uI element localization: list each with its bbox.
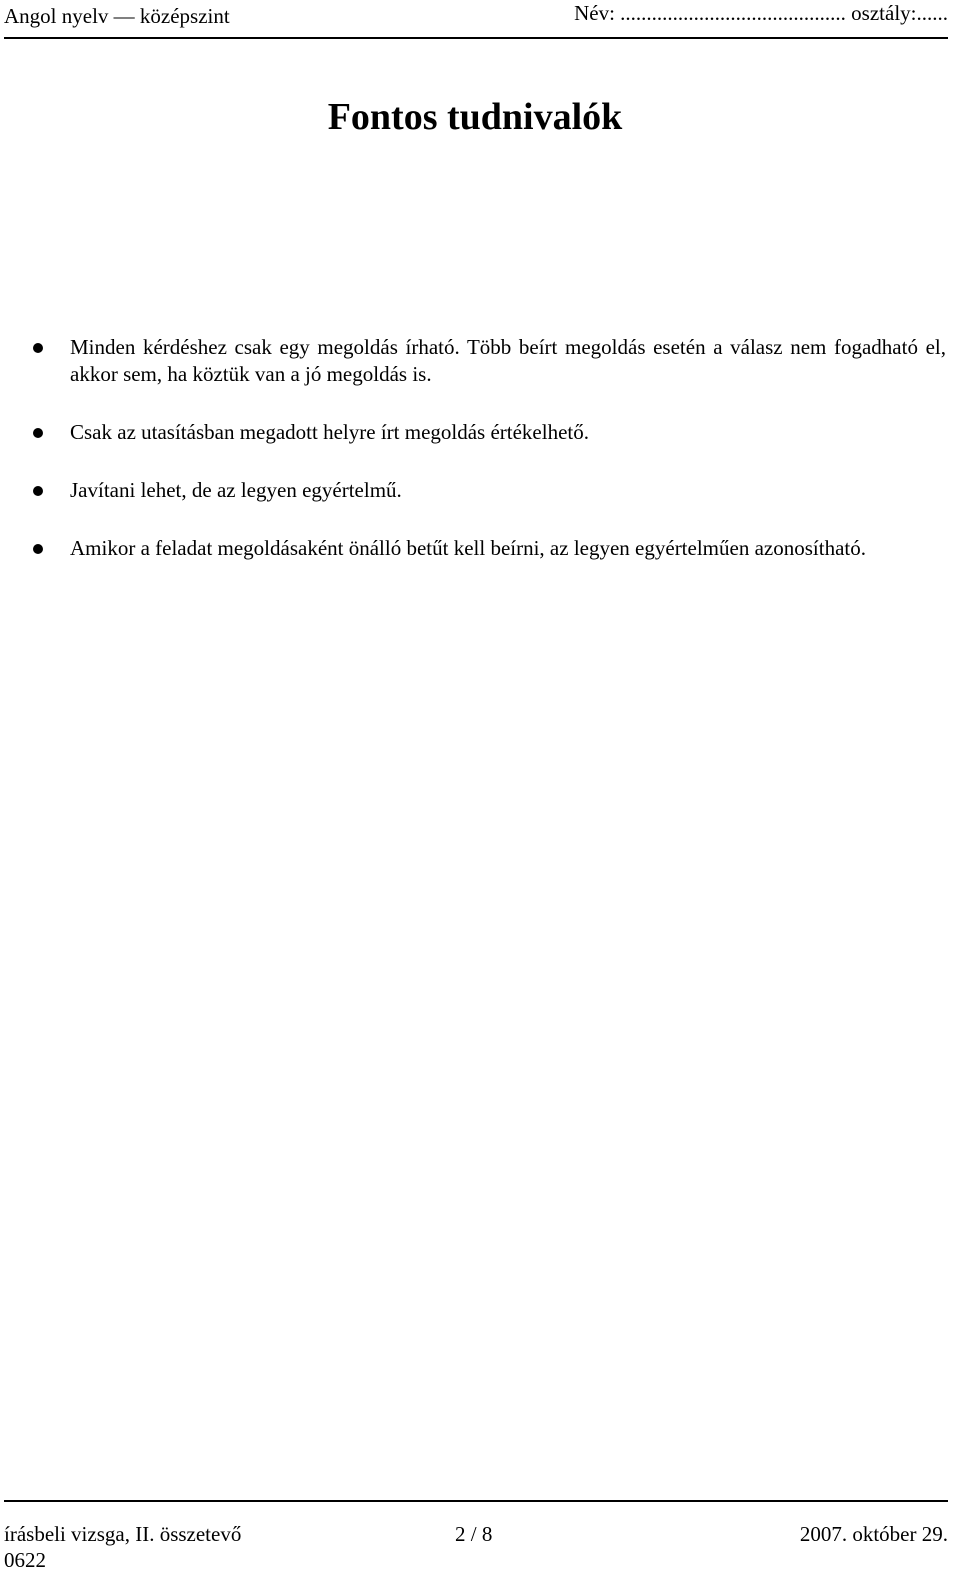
list-item [0, 419, 950, 446]
list-item-text: Amikor a feladat megoldásaként önálló betűt kell beírni, az legyen egyértelműen azonosítható. [70, 536, 866, 560]
instructions-list [0, 334, 950, 593]
list-item-text: Javítani lehet, de az legyen egyértelmű. [70, 478, 402, 502]
list-item-text: Csak az utasításban megadott helyre írt megoldás értékelhető. [70, 420, 589, 444]
list-item-text: Minden kérdéshez csak egy megoldás írható. Több beírt megoldás esetén a válasz nem fogadható el, akkor sem, ha köztük van a jó megoldás is. [70, 335, 946, 386]
list-item [0, 477, 950, 504]
bullet-icon [33, 428, 43, 438]
exam-part-label: írásbeli vizsga, II. összetevő [4, 1522, 242, 1546]
list-item [0, 535, 950, 562]
exam-date: 2007. október 29. [799, 1522, 948, 1546]
bullet-icon [33, 486, 43, 496]
exam-code: 0622 [4, 1548, 46, 1572]
page-header [4, 0, 948, 40]
subject-level-label: Angol nyelv — középszint [4, 4, 230, 28]
bullet-icon [33, 343, 43, 353]
bullet-icon [33, 544, 43, 554]
name-class-field: Név: ........................................... osztály:...... [574, 1, 948, 25]
header-divider [4, 37, 948, 39]
footer-divider [4, 1500, 948, 1502]
page-number: 2 / 8 [455, 1522, 493, 1546]
page-title: Fontos tudnivalók [327, 96, 623, 138]
list-item [0, 334, 950, 388]
